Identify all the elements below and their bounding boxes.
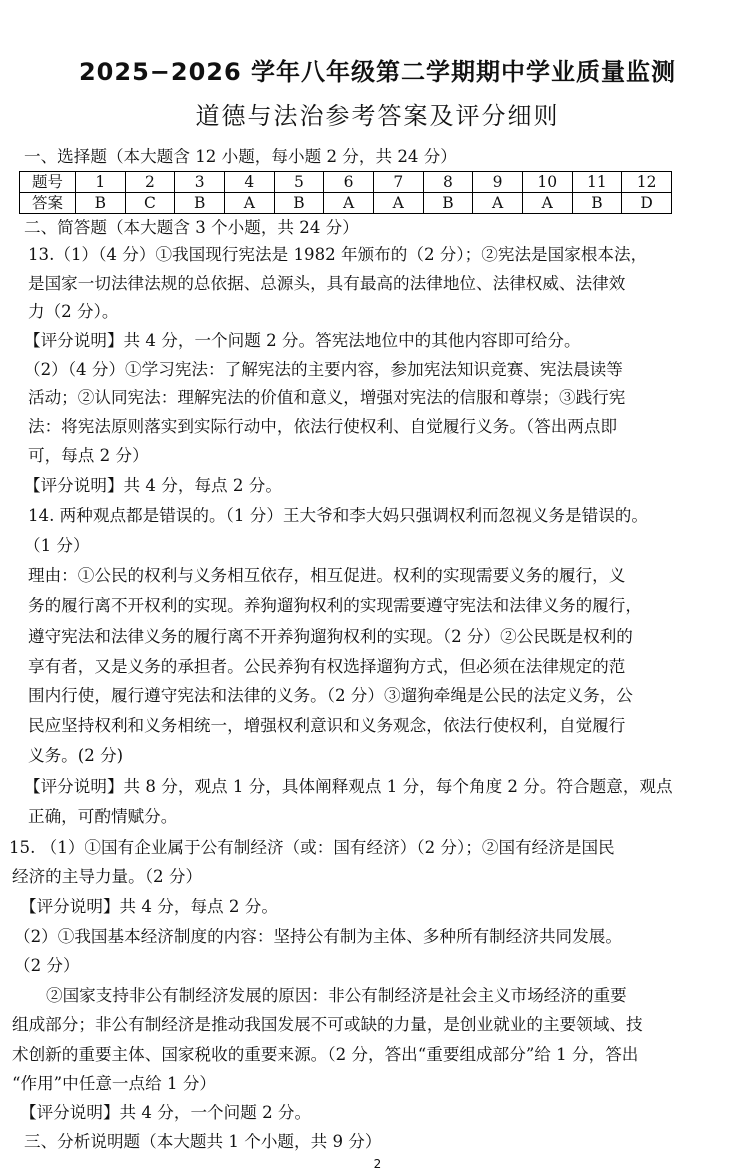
answer-cell: A — [373, 193, 423, 214]
scoring-note: 【评分说明】共 4 分，每点 2 分。 — [20, 897, 278, 916]
answer-cell: B — [175, 193, 225, 214]
question-number: 2 — [125, 172, 175, 193]
scoring-note: 【评分说明】共 4 分，每点 2 分。 — [24, 476, 282, 495]
text-line: （2）①我国基本经济制度的内容：坚持公有制为主体、多种所有制经济共同发展。 — [14, 927, 622, 946]
row-label-number: 题号 — [20, 172, 76, 193]
answer-cell: B — [423, 193, 473, 214]
text-line: 13.（1）（4 分）①我国现行宪法是 1982 年颁布的（2 分）；②宪法是国家根本法， — [28, 245, 648, 264]
question-number: 3 — [175, 172, 225, 193]
question-number: 1 — [76, 172, 126, 193]
answer-cell: D — [622, 193, 672, 214]
question-number: 12 — [622, 172, 672, 193]
question-number: 9 — [473, 172, 523, 193]
text-line: （1 分） — [24, 536, 90, 555]
answer-table — [19, 171, 672, 214]
question-number: 11 — [572, 172, 622, 193]
question-number: 6 — [324, 172, 374, 193]
text-line: 享有者，又是义务的承担者。公民养狗有权选择遛狗方式，但必须在法律规定的范 — [28, 657, 626, 676]
text-line: 务的履行离不开权利的实现。养狗遛狗权利的实现需要遵守宪法和法律义务的履行， — [28, 596, 642, 615]
text-line: （2 分） — [14, 956, 80, 975]
scoring-note: 【评分说明】共 4 分，一个问题 2 分。答宪法地位中的其他内容即可给分。 — [24, 331, 581, 350]
scoring-note: 【评分说明】共 8 分，观点 1 分，具体阐释观点 1 分，每个角度 2 分。符合题意，观点 — [24, 777, 673, 796]
answer-cell: A — [473, 193, 523, 214]
row-label-answer: 答案 — [20, 193, 76, 214]
text-line: 力（2 分）。 — [28, 302, 119, 321]
section-heading-short-answer: 二、简答题（本大题含 3 个小题，共 24 分） — [24, 218, 359, 237]
answer-cell: A — [522, 193, 572, 214]
answer-table-answer-row — [20, 193, 672, 214]
text-line: 义务。(2 分) — [28, 746, 124, 765]
text-line: 是国家一切法律法规的总依据、总源头，具有最高的法律地位、法律权威、法律效 — [28, 274, 626, 293]
page-number: 2 — [373, 1157, 382, 1171]
text-line: 活动；②认同宪法：理解宪法的价值和意义，增强对宪法的信服和尊崇；③践行宪 — [28, 388, 626, 407]
text-line: （2）（4 分）①学习宪法：了解宪法的主要内容，参加宪法知识竞赛、宪法晨读等 — [24, 360, 623, 379]
section-heading-choice: 一、选择题（本大题含 12 小题，每小题 2 分，共 24 分） — [24, 147, 457, 166]
question-number: 8 — [423, 172, 473, 193]
answer-cell: B — [572, 193, 622, 214]
answer-cell: C — [125, 193, 175, 214]
question-number: 5 — [274, 172, 324, 193]
document-subtitle: 道德与法治参考答案及评分细则 — [195, 102, 560, 130]
text-line: ②国家支持非公有制经济发展的原因：非公有制经济是社会主义市场经济的重要 — [46, 986, 627, 1005]
text-line: 可，每点 2 分） — [28, 446, 149, 465]
scoring-note: 【评分说明】共 4 分，一个问题 2 分。 — [20, 1103, 312, 1122]
text-line: 正确，可酌情赋分。 — [28, 807, 178, 826]
question-number: 10 — [522, 172, 572, 193]
answer-cell: A — [324, 193, 374, 214]
text-line: 法：将宪法原则落实到实际行动中，依法行使权利、自觉履行义务。（答出两点即 — [28, 417, 618, 436]
text-line: 经济的主导力量。（2 分） — [12, 867, 203, 886]
answer-cell: A — [224, 193, 274, 214]
text-line: 民应坚持权利和义务相统一，增强权利意识和义务观念，依法行使权利，自觉履行 — [28, 716, 626, 735]
answer-cell: B — [76, 193, 126, 214]
answer-table-number-row — [20, 172, 672, 193]
text-line: 遵守宪法和法律义务的履行离不开养狗遛狗权利的实现。（2 分）②公民既是权利的 — [28, 627, 633, 646]
text-line: 围内行使，履行遵守宪法和法律的义务。（2 分）③遛狗牵绳是公民的法定义务，公 — [28, 686, 633, 705]
text-line: 组成部分；非公有制经济是推动我国发展不可或缺的力量，是创业就业的主要领域、技 — [12, 1015, 643, 1034]
question-number: 7 — [373, 172, 423, 193]
answer-cell: B — [274, 193, 324, 214]
document-title: 2025−2026 学年八年级第二学期期中学业质量监测 — [78, 58, 677, 86]
text-line: 术创新的重要主体、国家税收的重要来源。（2 分，答出“重要组成部分”给 1 分，答出 — [12, 1045, 639, 1064]
question-number: 4 — [224, 172, 274, 193]
text-line: 理由：①公民的权利与义务相互依存，相互促进。权利的实现需要义务的履行，义 — [28, 566, 626, 585]
section-heading-analysis: 三、分析说明题（本大题共 1 个小题，共 9 分） — [24, 1132, 382, 1151]
text-line: 14. 两种观点都是错误的。（1 分）王大爷和李大妈只强调权利而忽视义务是错误的。 — [28, 506, 648, 525]
text-line: “作用”中任意一点给 1 分） — [12, 1074, 217, 1093]
text-line: 15. （1）①国有企业属于公有制经济（或：国有经济）（2 分）；②国有经济是国民 — [9, 838, 615, 857]
